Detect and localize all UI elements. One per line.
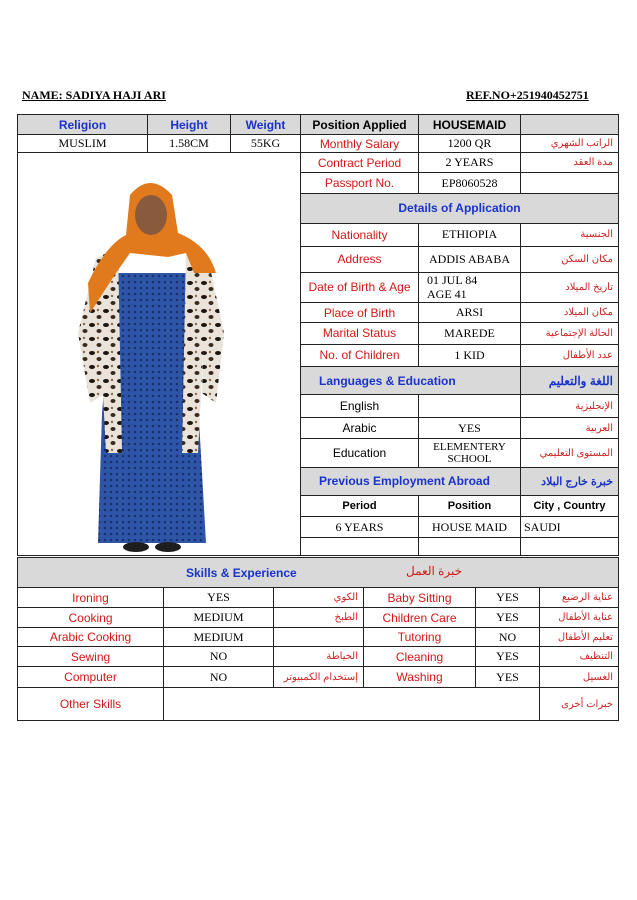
skills-row [18, 667, 619, 688]
ironing-arabic: الكوي [274, 588, 364, 608]
height-value: 1.58CM [148, 135, 231, 153]
english-arabic: الإنجليزية [521, 395, 619, 418]
employment-period: 6 YEARS [301, 517, 419, 538]
education-arabic: المستوى التعليمي [521, 439, 619, 468]
nationality-value: ETHIOPIA [419, 223, 521, 247]
birthplace-value: ARSI [419, 303, 521, 322]
height-header: Height [148, 115, 231, 135]
top-value-row [18, 135, 619, 153]
city-country-header: City , Country [521, 495, 619, 516]
religion-value: MUSLIM [18, 135, 148, 153]
address-value: ADDIS ABABA [419, 247, 521, 273]
other-skills-arabic: خبرات أخرى [540, 688, 619, 721]
languages-heading: Languages & Education [301, 366, 521, 395]
arabic-cooking-arabic [274, 628, 364, 647]
cleaning-label: Cleaning [364, 647, 476, 667]
cleaning-arabic: التنظيف [540, 647, 619, 667]
nationality-arabic: الجنسية [521, 223, 619, 247]
childrencare-arabic: عناية الأطفال [540, 608, 619, 628]
nationality-label: Nationality [301, 223, 419, 247]
sewing-label: Sewing [18, 647, 164, 667]
passport-value: EP8060528 [419, 173, 521, 193]
passport-label: Passport No. [301, 173, 419, 193]
top-header-row [18, 115, 619, 135]
other-skills-value [164, 688, 540, 721]
position-value: HOUSEMAID [419, 115, 521, 135]
cooking-label: Cooking [18, 608, 164, 628]
period-header: Period [301, 495, 419, 516]
employment-heading: Previous Employment Abroad [301, 467, 521, 495]
childrencare-label: Children Care [364, 608, 476, 628]
employment-empty-1 [301, 538, 419, 556]
skills-row [18, 608, 619, 628]
salary-arabic: الراتب الشهري [521, 135, 619, 153]
sewing-value: NO [164, 647, 274, 667]
babysitting-arabic: عناية الرضيع [540, 588, 619, 608]
salary-label: Monthly Salary [301, 135, 419, 153]
contract-period-arabic: مدة العقد [521, 153, 619, 173]
children-arabic: عدد الأطفال [521, 345, 619, 366]
position-header: Position Applied [301, 115, 419, 135]
candidate-photo-cell [18, 153, 301, 556]
cleaning-value: YES [476, 647, 540, 667]
salary-value: 1200 QR [419, 135, 521, 153]
education-value: ELEMENTERY SCHOOL [419, 439, 521, 468]
computer-label: Computer [18, 667, 164, 688]
skills-row [18, 588, 619, 608]
tutoring-label: Tutoring [364, 628, 476, 647]
languages-heading-arabic: اللغة والتعليم [521, 366, 619, 395]
skills-heading-row [18, 558, 619, 588]
dob-age: AGE 41 [427, 287, 467, 302]
candidate-name: NAME: SADIYA HAJI ARI [22, 88, 166, 102]
dob-date: 01 JUL 84 [427, 273, 478, 288]
skills-heading-arabic: خبرة العمل [406, 564, 463, 578]
weight-header: Weight [231, 115, 301, 135]
address-arabic: مكان السكن [521, 247, 619, 273]
cooking-arabic: الطبخ [274, 608, 364, 628]
dob-label: Date of Birth & Age [301, 272, 419, 303]
religion-header: Religion [18, 115, 148, 135]
ironing-label: Ironing [18, 588, 164, 608]
sewing-arabic: الخياطة [274, 647, 364, 667]
washing-value: YES [476, 667, 540, 688]
dob-value [419, 272, 521, 303]
details-heading: Details of Application [301, 193, 619, 223]
tutoring-arabic: تعليم الأطفال [540, 628, 619, 647]
ironing-value: YES [164, 588, 274, 608]
skills-table [17, 557, 619, 721]
application-table [17, 114, 619, 556]
candidate-photo [18, 153, 301, 555]
english-label: English [301, 395, 419, 418]
employment-city: SAUDI [521, 517, 619, 538]
babysitting-value: YES [476, 588, 540, 608]
employment-position: HOUSE MAID [419, 517, 521, 538]
employment-heading-arabic: خبرة خارج البلاد [521, 467, 619, 495]
tutoring-value: NO [476, 628, 540, 647]
arabic-lang-arabic: العربية [521, 417, 619, 438]
childrencare-value: YES [476, 608, 540, 628]
children-value: 1 KID [419, 345, 521, 366]
education-label: Education [301, 439, 419, 468]
arabic-lang-value: YES [419, 417, 521, 438]
employment-empty-3 [521, 538, 619, 556]
washing-arabic: الغسيل [540, 667, 619, 688]
arabic-cooking-value: MEDIUM [164, 628, 274, 647]
children-label: No. of Children [301, 345, 419, 366]
computer-value: NO [164, 667, 274, 688]
cooking-value: MEDIUM [164, 608, 274, 628]
skills-heading: Skills & Experience [186, 566, 297, 580]
skills-row [18, 628, 619, 647]
employment-empty-2 [419, 538, 521, 556]
contract-period-value: 2 YEARS [419, 153, 521, 173]
dob-arabic: تاريخ الميلاد [521, 272, 619, 303]
arabic-lang-label: Arabic [301, 417, 419, 438]
computer-arabic: إستخدام الكمبيوتر [274, 667, 364, 688]
arabic-cooking-label: Arabic Cooking [18, 628, 164, 647]
other-skills-label: Other Skills [18, 688, 164, 721]
skills-row [18, 647, 619, 667]
marital-value: MAREDE [419, 322, 521, 345]
header-blank [521, 115, 619, 135]
weight-value: 55KG [231, 135, 301, 153]
position-col-header: Position [419, 495, 521, 516]
birthplace-label: Place of Birth [301, 303, 419, 322]
contract-period-label: Contract Period [301, 153, 419, 173]
reference-number: REF.NO+251940452751 [466, 88, 589, 102]
birthplace-arabic: مكان الميلاد [521, 303, 619, 322]
babysitting-label: Baby Sitting [364, 588, 476, 608]
address-label: Address [301, 247, 419, 273]
marital-label: Marital Status [301, 322, 419, 345]
marital-arabic: الحالة الإجتماعية [521, 322, 619, 345]
passport-arabic [521, 173, 619, 193]
english-value [419, 395, 521, 418]
washing-label: Washing [364, 667, 476, 688]
